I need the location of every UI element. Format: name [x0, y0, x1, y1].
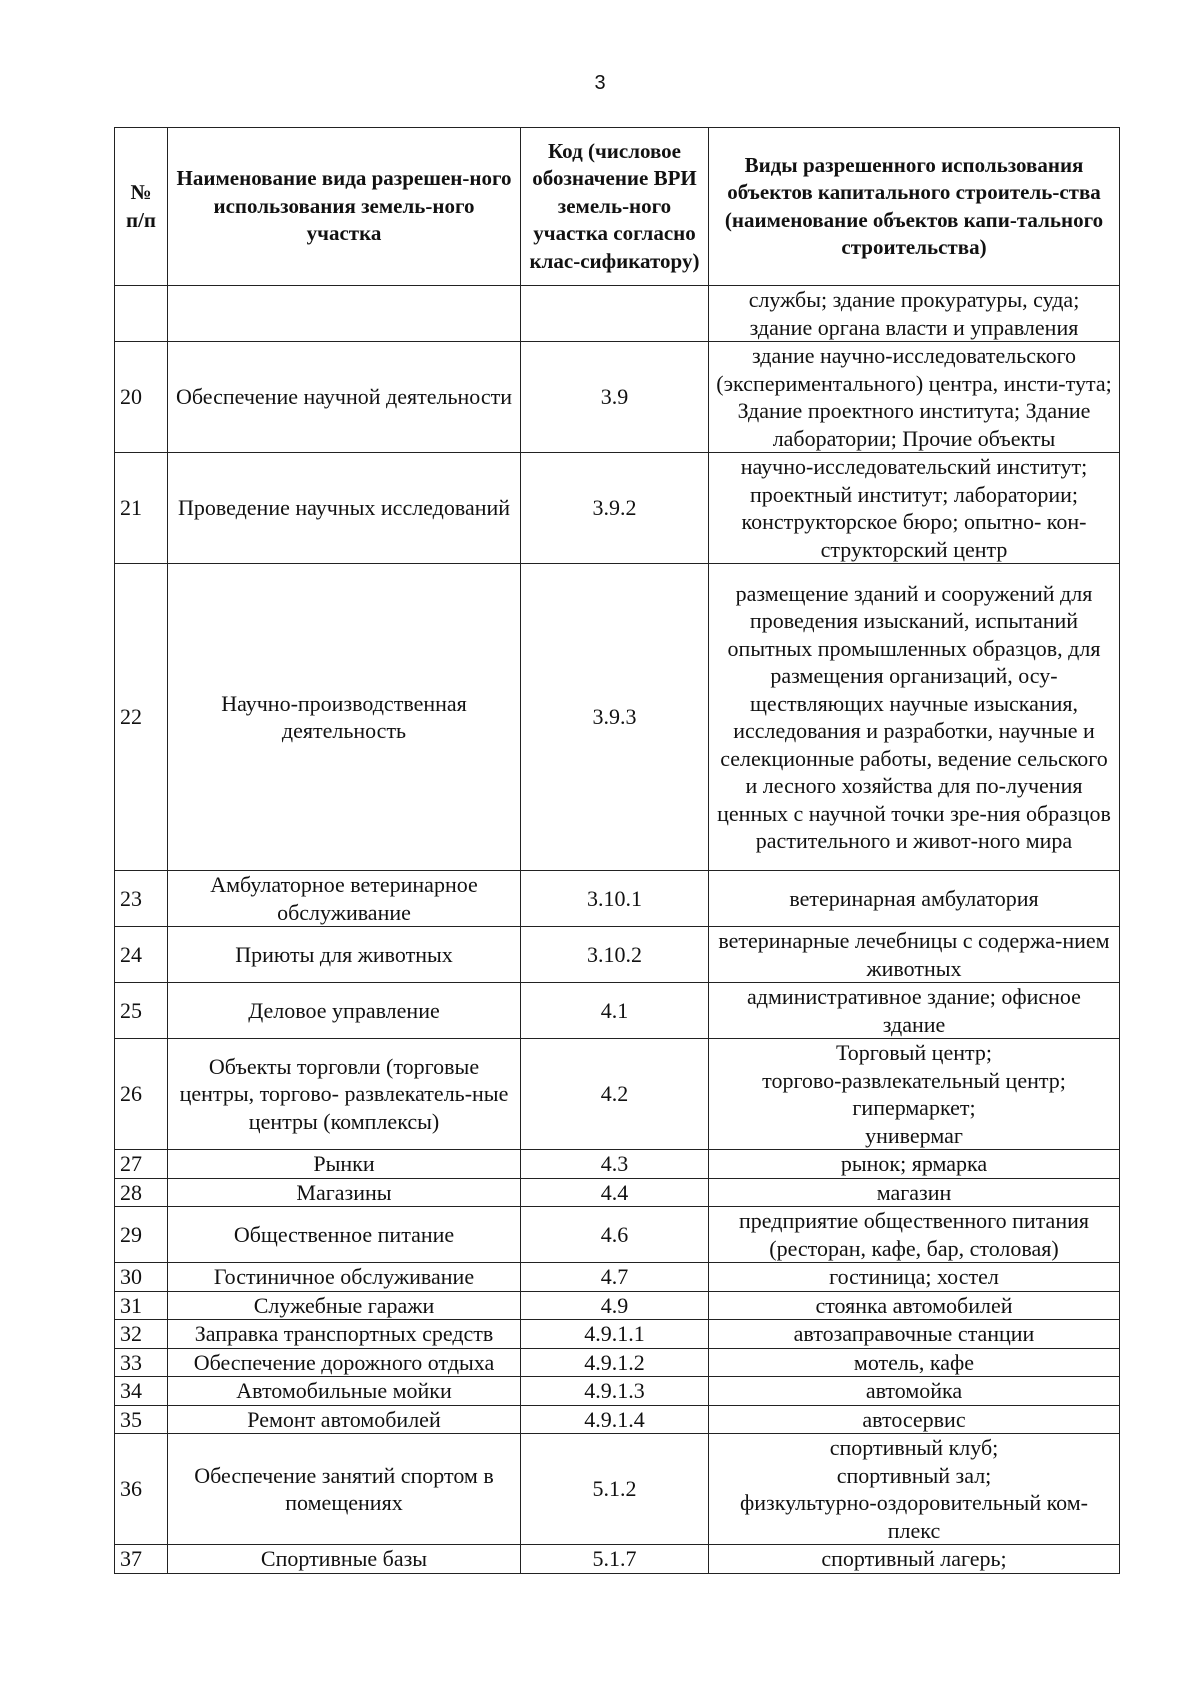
cell-objects: автомойка [709, 1377, 1120, 1406]
header-objects: Виды разрешенного использования объектов капитального строитель-ства (наименование объектов капи-тального строительства) [709, 128, 1120, 286]
cell-num [115, 286, 168, 342]
cell-num: 36 [115, 1434, 168, 1545]
cell-name: Автомобильные мойки [168, 1377, 521, 1406]
cell-name [168, 286, 521, 342]
cell-objects: здание научно-исследовательского (экспериментального) центра, инсти-тута; Здание проектного института; Здание лаборатории; Прочие объекты [709, 342, 1120, 453]
cell-num: 23 [115, 871, 168, 927]
cell-num: 25 [115, 983, 168, 1039]
cell-objects: Торговый центр; торгово-развлекательный центр; гипермаркет; универмаг [709, 1039, 1120, 1150]
cell-code: 3.10.1 [521, 871, 709, 927]
cell-num: 32 [115, 1320, 168, 1349]
cell-name: Проведение научных исследований [168, 453, 521, 564]
table-row [115, 1434, 1120, 1545]
cell-name: Амбулаторное ветеринарное обслуживание [168, 871, 521, 927]
cell-num: 29 [115, 1207, 168, 1263]
cell-objects: научно-исследовательский институт; проектный институт; лаборатории; конструкторское бюро; опытно- кон-структорский центр [709, 453, 1120, 564]
cell-num: 34 [115, 1377, 168, 1406]
cell-num: 20 [115, 342, 168, 453]
cell-name: Научно-производственная деятельность [168, 564, 521, 871]
cell-num: 21 [115, 453, 168, 564]
cell-code: 4.9.1.2 [521, 1348, 709, 1377]
cell-num: 24 [115, 927, 168, 983]
table-row [115, 1207, 1120, 1263]
cell-code: 4.9.1.3 [521, 1377, 709, 1406]
page-number: 3 [594, 72, 606, 94]
cell-objects: стоянка автомобилей [709, 1291, 1120, 1320]
cell-num: 22 [115, 564, 168, 871]
cell-code: 5.1.7 [521, 1545, 709, 1574]
table-row [115, 1320, 1120, 1349]
cell-code: 3.10.2 [521, 927, 709, 983]
table-row [115, 1178, 1120, 1207]
cell-code: 4.3 [521, 1150, 709, 1179]
cell-objects: спортивный клуб; спортивный зал; физкультурно-оздоровительный ком-плекс [709, 1434, 1120, 1545]
cell-objects: службы; здание прокуратуры, суда; здание органа власти и управления [709, 286, 1120, 342]
cell-name: Общественное питание [168, 1207, 521, 1263]
cell-objects: магазин [709, 1178, 1120, 1207]
cell-code [521, 286, 709, 342]
cell-objects: мотель, кафе [709, 1348, 1120, 1377]
cell-code: 4.4 [521, 1178, 709, 1207]
cell-code: 3.9.3 [521, 564, 709, 871]
cell-num: 27 [115, 1150, 168, 1179]
cell-code: 3.9 [521, 342, 709, 453]
cell-name: Служебные гаражи [168, 1291, 521, 1320]
cell-code: 4.1 [521, 983, 709, 1039]
cell-code: 5.1.2 [521, 1434, 709, 1545]
cell-code: 4.6 [521, 1207, 709, 1263]
table-row [115, 1348, 1120, 1377]
land-use-table [114, 127, 1120, 1574]
table-row [115, 1263, 1120, 1292]
cell-name: Обеспечение дорожного отдыха [168, 1348, 521, 1377]
cell-name: Магазины [168, 1178, 521, 1207]
cell-name: Ремонт автомобилей [168, 1405, 521, 1434]
table-row [115, 1039, 1120, 1150]
table-row [115, 564, 1120, 871]
table-row [115, 1377, 1120, 1406]
cell-code: 4.9.1.1 [521, 1320, 709, 1349]
cell-objects: автосервис [709, 1405, 1120, 1434]
cell-objects: административное здание; офисное здание [709, 983, 1120, 1039]
cell-objects: гостиница; хостел [709, 1263, 1120, 1292]
table-header-row [115, 128, 1120, 286]
cell-objects: автозаправочные станции [709, 1320, 1120, 1349]
table-row [115, 286, 1120, 342]
cell-num: 26 [115, 1039, 168, 1150]
cell-code: 4.7 [521, 1263, 709, 1292]
cell-objects: ветеринарная амбулатория [709, 871, 1120, 927]
cell-name: Деловое управление [168, 983, 521, 1039]
cell-objects: ветеринарные лечебницы с содержа-нием животных [709, 927, 1120, 983]
cell-name: Гостиничное обслуживание [168, 1263, 521, 1292]
cell-objects: рынок; ярмарка [709, 1150, 1120, 1179]
cell-num: 30 [115, 1263, 168, 1292]
cell-num: 37 [115, 1545, 168, 1574]
cell-num: 33 [115, 1348, 168, 1377]
cell-num: 28 [115, 1178, 168, 1207]
cell-name: Объекты торговли (торговые центры, торгово- развлекатель-ные центры (комплексы) [168, 1039, 521, 1150]
cell-name: Рынки [168, 1150, 521, 1179]
table-row [115, 1150, 1120, 1179]
table-row [115, 453, 1120, 564]
table-row [115, 927, 1120, 983]
cell-name: Приюты для животных [168, 927, 521, 983]
header-code: Код (числовое обозначение ВРИ земель-ного участка согласно клас-сификатору) [521, 128, 709, 286]
cell-code: 4.2 [521, 1039, 709, 1150]
cell-code: 4.9.1.4 [521, 1405, 709, 1434]
header-name: Наименование вида разрешен-ного использования земель-ного участка [168, 128, 521, 286]
table-row [115, 1291, 1120, 1320]
table-row [115, 983, 1120, 1039]
cell-num: 35 [115, 1405, 168, 1434]
cell-name: Спортивные базы [168, 1545, 521, 1574]
table-row [115, 1545, 1120, 1574]
cell-name: Обеспечение занятий спортом в помещениях [168, 1434, 521, 1545]
table-row [115, 1405, 1120, 1434]
cell-objects: предприятие общественного питания (ресторан, кафе, бар, столовая) [709, 1207, 1120, 1263]
table-row [115, 342, 1120, 453]
cell-name: Заправка транспортных средств [168, 1320, 521, 1349]
cell-num: 31 [115, 1291, 168, 1320]
cell-code: 3.9.2 [521, 453, 709, 564]
cell-objects: спортивный лагерь; [709, 1545, 1120, 1574]
cell-code: 4.9 [521, 1291, 709, 1320]
header-num: № п/п [115, 128, 168, 286]
table-row [115, 871, 1120, 927]
cell-name: Обеспечение научной деятельности [168, 342, 521, 453]
cell-objects: размещение зданий и сооружений для проведения изысканий, испытаний опытных промышленных образцов, для размещения организаций, осу-ществляющих научные изыскания, исследования и разработки, научные и селекционные работы, ведение сельского и лесного хозяйства для по-лучения ценных с научной точки зре-ния образцов растительного и живот-ного мира [709, 564, 1120, 871]
table-body [115, 286, 1120, 1574]
